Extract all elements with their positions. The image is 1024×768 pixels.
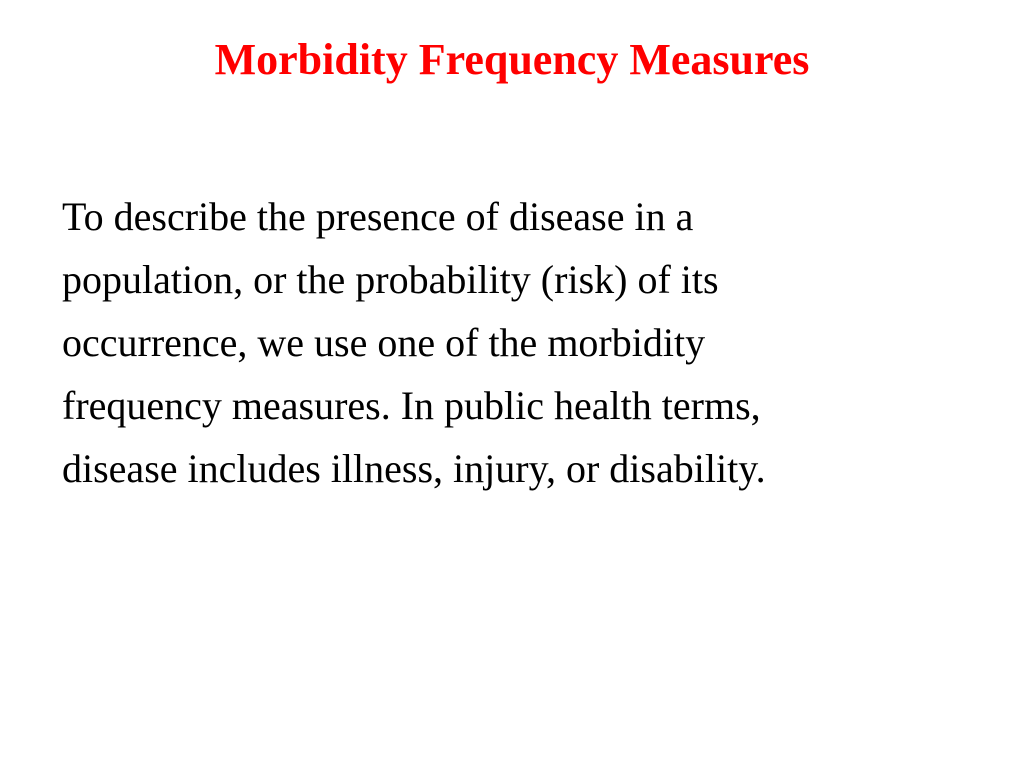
- body-line: To describe the presence of disease in a: [62, 194, 694, 239]
- slide-title: Morbidity Frequency Measures: [214, 35, 810, 84]
- body-line: frequency measures. In public health terms,: [62, 383, 761, 428]
- body-line: disease includes illness, injury, or disability.: [62, 446, 766, 491]
- body-line: occurrence, we use one of the morbidity: [62, 320, 706, 365]
- body-line: population, or the probability (risk) of its: [62, 257, 719, 302]
- slide-body-text: [62, 185, 962, 500]
